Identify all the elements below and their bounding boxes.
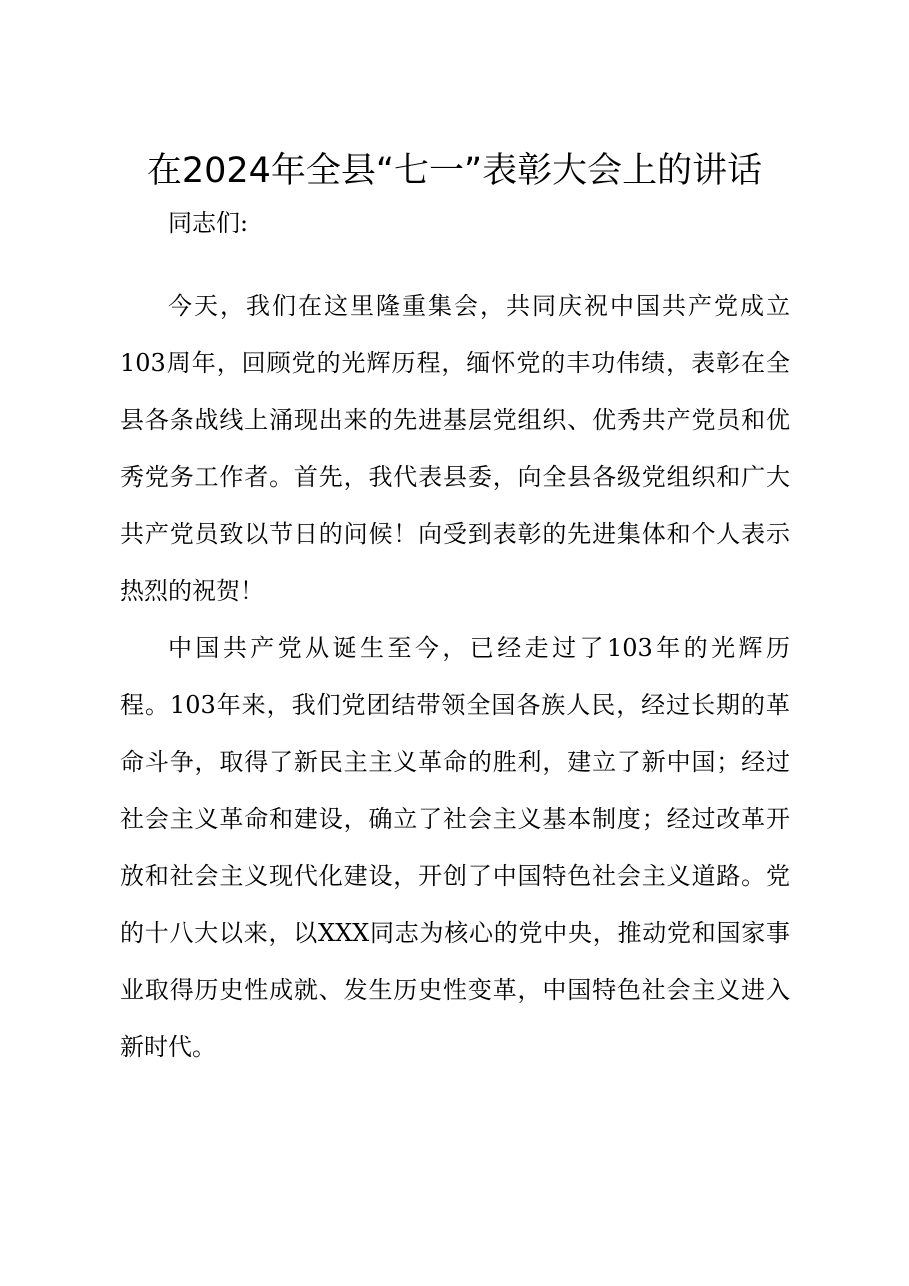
paragraph-2-line-6: 的十八大以来，以XXX同志为核心的党中央，推动党和国家事 xyxy=(120,919,790,947)
document-title: 在2024年全县“七一”表彰大会上的讲话 xyxy=(146,151,763,191)
paragraph-2-line-4: 社会主义革命和建设，确立了社会主义基本制度；经过改革开 xyxy=(120,805,790,833)
paragraph-2-line-2: 程。103年来，我们党团结带领全国各族人民，经过长期的革 xyxy=(120,691,790,719)
paragraph-1-line-5: 共产党员致以节日的问候！向受到表彰的先进集体和个人表示 xyxy=(120,520,790,548)
paragraph-2-line-3: 命斗争，取得了新民主主义革命的胜利，建立了新中国；经过 xyxy=(120,748,790,776)
paragraph-2-line-8: 新时代。 xyxy=(120,1033,216,1061)
paragraph-2-line-7: 业取得历史性成就、发生历史性变革，中国特色社会主义进入 xyxy=(120,976,790,1004)
paragraph-2-line-1: 中国共产党从诞生至今，已经走过了103年的光辉历 xyxy=(168,634,790,662)
paragraph-1-line-4: 秀党务工作者。首先，我代表县委，向全县各级党组织和广大 xyxy=(120,463,790,491)
paragraph-1-line-6: 热烈的祝贺！ xyxy=(120,577,264,605)
paragraph-2-line-5: 放和社会主义现代化建设，开创了中国特色社会主义道路。党 xyxy=(120,862,790,890)
paragraph-1-line-2: 103周年，回顾党的光辉历程，缅怀党的丰功伟绩，表彰在全 xyxy=(120,349,790,377)
salutation-line: 同志们: xyxy=(168,209,249,237)
paragraph-1-line-1: 今天，我们在这里隆重集会，共同庆祝中国共产党成立 xyxy=(168,292,790,320)
paragraph-1-line-3: 县各条战线上涌现出来的先进基层党组织、优秀共产党员和优 xyxy=(120,406,790,434)
